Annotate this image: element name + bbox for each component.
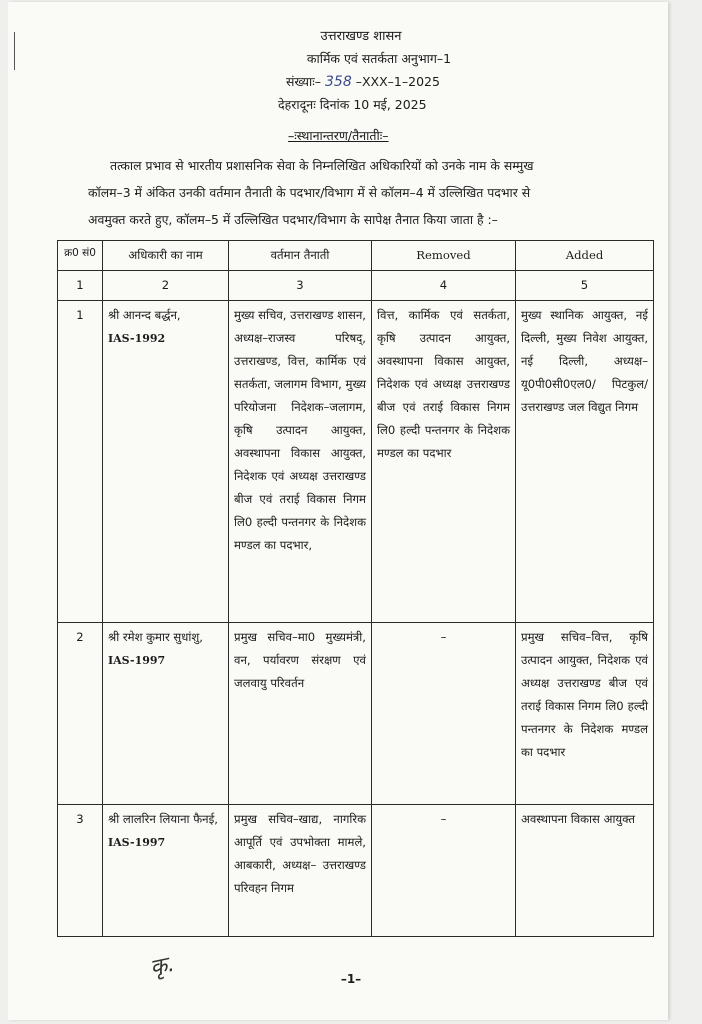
added-charge: मुख्य स्थानिक आयुक्त, नई दिल्ली, मुख्य निवेश आयुक्त, नई दिल्ली, अध्यक्ष– यू0पी0सी0एल0/ पिटकुल/उत्तराखण्ड जल विद्युत निगम: [516, 301, 654, 623]
number-suffix: –XXX–1–2025: [355, 74, 440, 89]
officer-batch: IAS-1992: [108, 332, 166, 345]
initials-signature: कृ.: [147, 951, 177, 982]
col-number: 2: [103, 271, 229, 301]
removed-charge: –: [372, 805, 516, 937]
table-row: [58, 301, 654, 623]
table-row: [58, 623, 654, 805]
officer-name: श्री आनन्द बर्द्धन,: [108, 308, 181, 322]
transfer-table: [57, 240, 654, 937]
current-posting: प्रमुख सचिव–खाद्य, नागरिक आपूर्ति एवं उपभोक्ता मामले, आबकारी, अध्यक्ष– उत्तराखण्ड परिवहन निगम: [229, 805, 372, 937]
current-posting: मुख्य सचिव, उत्तराखण्ड शासन, अध्यक्ष–राजस्व परिषद्, उत्तराखण्ड, वित्त, कार्मिक एवं सतर्कता, जलागम विभाग, मुख्य परियोजना निदेशक–जलागम, कृषि उत्पादन आयुक्त, अवस्थापना विकास आयुक्त, निदेशक एवं अध्यक्ष उत्तराखण्ड बीज एवं तराई विकास निगम लि0 हल्दी पन्तनगर के निदेशक मण्डल का पदभार,: [229, 301, 372, 623]
officer-name: श्री रमेश कुमार सुधांशु,: [108, 630, 203, 644]
paragraph-line: कॉलम–3 में अंकित उनकी वर्तमान तैनाती के पदभार/विभाग में से कॉलम–4 में उल्लिखित पदभार से: [88, 185, 531, 200]
row-serial: 3: [58, 805, 103, 937]
header-officer-name: अधिकारी का नाम: [103, 241, 229, 271]
col-number: 4: [372, 271, 516, 301]
officer-cell: [103, 623, 229, 805]
row-serial: 2: [58, 623, 103, 805]
current-posting: प्रमुख सचिव–मा0 मुख्यमंत्री, वन, पर्यावरण संरक्षण एवं जलवायु परिवर्तन: [229, 623, 372, 805]
order-number: [286, 73, 440, 90]
number-label: संख्याः–: [286, 74, 322, 89]
handwritten-number: 358: [325, 74, 352, 90]
col-number: 5: [516, 271, 654, 301]
added-charge: प्रमुख सचिव–वित्त, कृषि उत्पादन आयुक्त, निदेशक एवं अध्यक्ष उत्तराखण्ड बीज एवं तराई विकास निगम लि0 हल्दी पन्तनगर के निदेशक मण्डल का पदभार: [516, 623, 654, 805]
officer-batch: IAS-1997: [108, 654, 166, 667]
officer-batch: IAS-1997: [108, 836, 166, 849]
officer-cell: [103, 805, 229, 937]
col-number: 1: [58, 271, 103, 301]
row-serial: 1: [58, 301, 103, 623]
removed-charge: वित्त, कार्मिक एवं सतर्कता, कृषि उत्पादन आयुक्त, अवस्थापना विकास आयुक्त, निदेशक एवं अध्यक्ष उत्तराखण्ड बीज एवं तराई विकास निगम लि0 हल्दी पन्तनगर के निदेशक मण्डल का पदभार: [372, 301, 516, 623]
paragraph-line: अवमुक्त करते हुए, कॉलम–5 में उल्लिखित पदभार/विभाग के सापेक्ष तैनात किया जाता है :–: [88, 212, 498, 227]
table-row: [58, 805, 654, 937]
added-charge: अवस्थापना विकास आयुक्त: [516, 805, 654, 937]
removed-charge: –: [372, 623, 516, 805]
header-serial: क्र0 सं0: [58, 241, 103, 271]
officer-name: श्री लालरिन लियाना फैनई,: [108, 812, 218, 826]
header-current-posting: वर्तमान तैनाती: [229, 241, 372, 271]
header-removed: Removed: [372, 241, 516, 271]
column-number-row: [58, 271, 654, 301]
subject-heading: –ःस्थानान्तरण/तैनातीः–: [288, 128, 389, 143]
header-added: Added: [516, 241, 654, 271]
table-header-row: [58, 241, 654, 271]
order-paragraph: [88, 152, 654, 233]
department-heading: कार्मिक एवं सतर्कता अनुभाग–1: [306, 51, 452, 66]
col-number: 3: [229, 271, 372, 301]
govt-heading: उत्तराखण्ड शासन: [320, 29, 402, 44]
officer-cell: [103, 301, 229, 623]
page-number: –1–: [340, 972, 362, 986]
paragraph-line: तत्काल प्रभाव से भारतीय प्रशासनिक सेवा के निम्नलिखित अधिकारियों को उनके नाम के सम्मुख: [110, 158, 534, 173]
date-line: देहरादूनः दिनांक 10 मई, 2025: [278, 97, 427, 112]
